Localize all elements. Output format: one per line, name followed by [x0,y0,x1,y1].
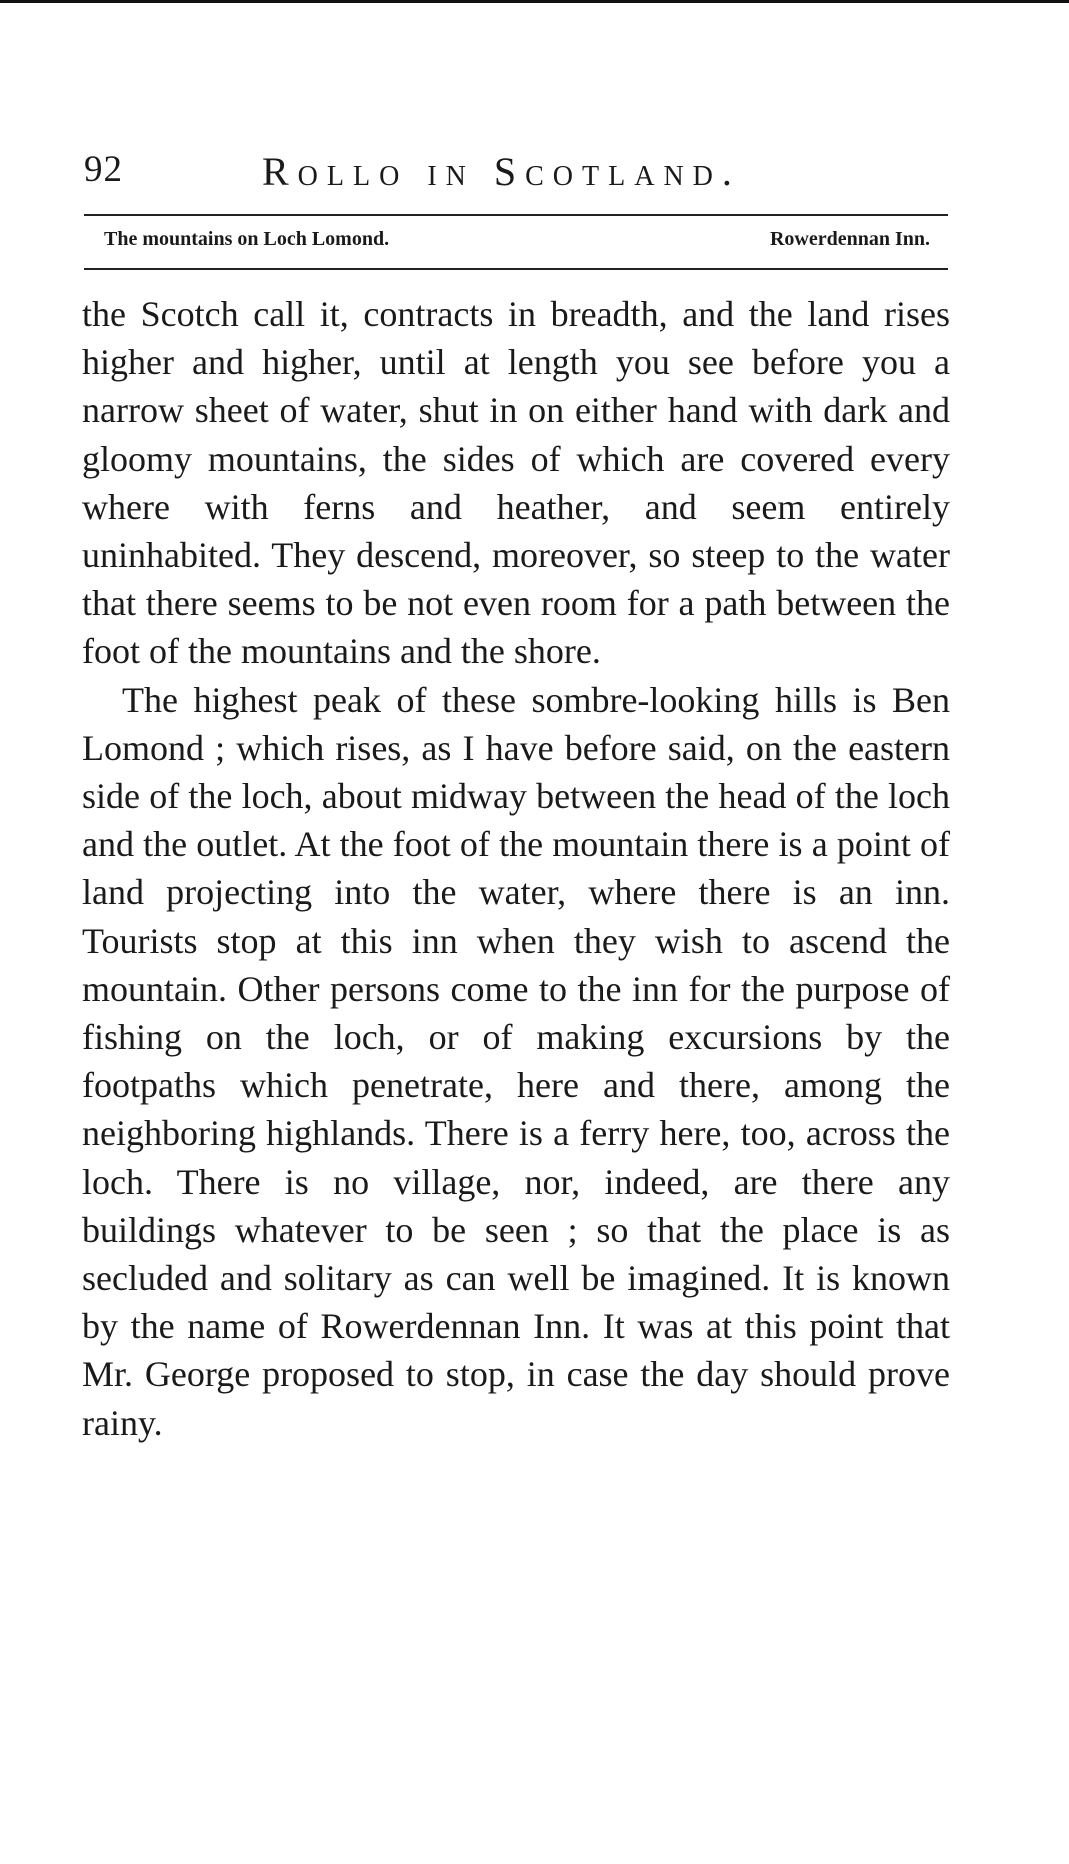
subheader-left-topic: The mountains on Loch Lomond. [104,228,390,250]
body-text [82,290,950,1447]
running-head [84,148,946,208]
header-rule-top [84,214,948,216]
top-border-rule [0,0,1069,6]
page-number: 92 [84,149,123,190]
paragraph-ben-lomond: The highest peak of these sombre-looking hills is Ben Lomond ; which rises, as I have before said, on the eastern side of the loch, about midway between the head of the loch and the outlet. At the foot of the mountain there is a point of land projecting into the water, where there is an inn. Tourists stop at this inn when they wish to ascend the mountain. Other persons come to the inn for the purpose of fishing on the loch, or of making excursions by the footpaths which penetrate, here and there, among the neighboring highlands. There is a ferry here, too, across the loch. There is no village, nor, indeed, are there any buildings whatever to be seen ; so that the place is as secluded and solitary as can well be imagined. It is known by the name of Rowerdennan Inn. It was at this point that Mr. George proposed to stop, in case the day should prove rainy. [82,679,950,1443]
subheader-right-topic: Rowerdennan Inn. [769,228,930,250]
header-rule-bottom [84,268,948,270]
book-title: Rollo in Scotland. [262,149,741,194]
section-subheader [104,228,930,260]
paragraph-continuation: the Scotch call it, contracts in breadth, and the land rises higher and higher, until at length you see before you a narrow sheet of water, shut in on either hand with dark and gloomy mountains, the sides of which are covered every where with ferns and heather, and seem entirely uninhabited. They descend, moreover, so steep to the water that there seems to be not even room for a path between the foot of the mountains and the shore. [82,294,950,672]
